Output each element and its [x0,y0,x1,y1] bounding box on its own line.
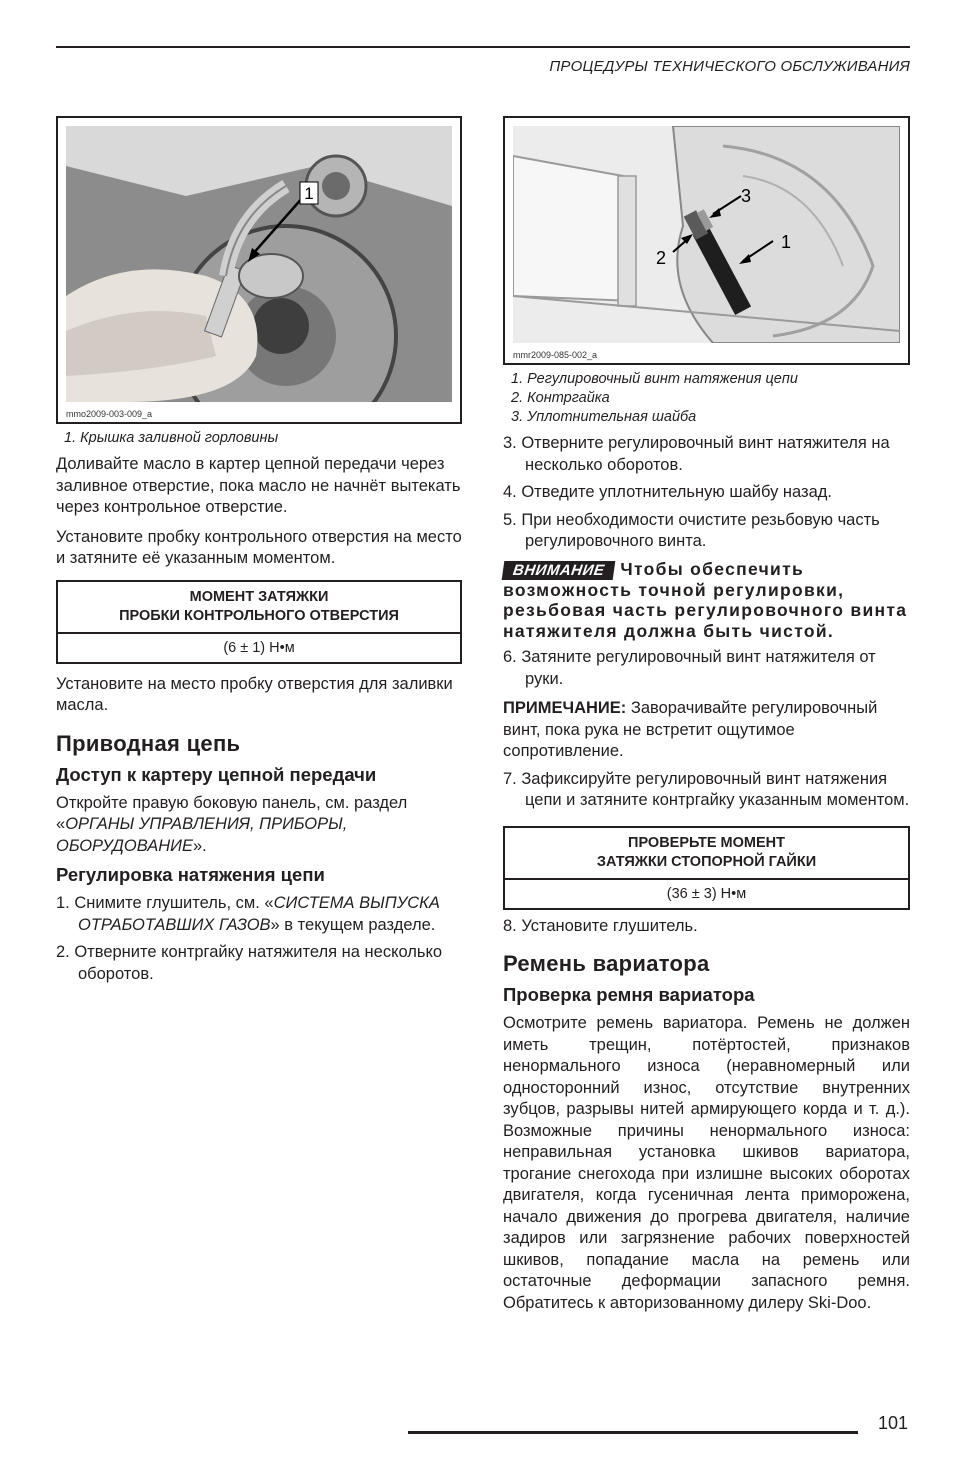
paragraph: Установите пробку контрольного отверстия на место и затяните её указанным моментом. [56,527,462,567]
figure-oil-cap [56,116,462,424]
caption-item: 1. Регулировочный винт натяжения цепи [511,371,798,387]
section-heading: Приводная цепь [56,730,241,756]
svg-text:1: 1 [781,232,792,252]
header-rule [56,46,910,48]
list-item: 4. Отведите уплотнительную шайбу назад. [503,483,832,501]
cross-reference: ОРГАНЫ УПРАВЛЕНИЯ, ПРИБОРЫ, ОБОРУДОВАНИЕ [56,815,348,855]
torque-table [503,826,910,910]
tensioner-photo [513,126,900,343]
torque-value: (36 ± 3) Н•м [666,885,747,902]
subsection-heading: Доступ к картеру цепной передачи [56,763,377,785]
svg-text:3: 3 [741,186,752,206]
right-column [503,116,910,1314]
text: » в текущем разделе. [270,915,436,934]
text: 1. Снимите глушитель, см. « [56,894,274,912]
paragraph: Доливайте масло в картер цепной передачи через заливное отверстие, пока масло не начнёт вытекать через контрольное отверстие. [56,455,461,516]
figure-chain-tensioner [503,116,910,365]
note-label: ПРИМЕЧАНИЕ: [503,699,627,717]
torque-header-line: ПРОВЕРЬТЕ МОМЕНТ [628,834,785,851]
note [503,698,910,763]
caption-item: 3. Уплотнительная шайба [511,409,697,425]
figure-caption [64,429,462,448]
list-item: 5. При необходимости очистите резьбовую часть регулировочного винта. [503,510,880,550]
warning-block [503,559,910,642]
page-number: 101 [878,1413,909,1433]
figure-caption [511,370,910,427]
list-item: 8. Установите глушитель. [503,916,698,935]
svg-text:2: 2 [656,248,667,268]
list-item: 3. Отверните регулировочный винт натяжителя на несколько оборотов. [503,434,890,474]
warning-text: Чтобы обеспечить возможность точной регулировки, резьбовая часть регулировочного винта натяжителя должна быть чистой. [503,558,908,641]
torque-table [56,580,462,664]
torque-header-line: ПРОБКИ КОНТРОЛЬНОГО ОТВЕРСТИЯ [119,607,399,624]
text: ». [192,836,207,855]
subsection-heading: Проверка ремня вариатора [503,984,755,1005]
steps-list [503,647,910,690]
list-item: 6. Затяните регулировочный винт натяжителя от руки. [503,648,876,688]
steps-list [56,893,462,985]
list-item: 7. Зафиксируйте регулировочный винт натяжения цепи и затяните контргайку указанным моментом. [503,769,910,809]
oil-cap-photo [66,126,452,402]
figure-code: mmr2009-085-002_a [513,350,598,360]
torque-header [505,828,908,880]
warning-badge: ВНИМАНИЕ [502,561,616,580]
cross-reference: СИСТЕМА ВЫПУСКА ОТРАБОТАВШИХ ГАЗОВ [78,894,440,934]
note-text: Заворачивайте регулировочный винт, пока рука не встретит ощутимое сопротивление. [503,699,878,760]
text: Откройте правую боковую панель, см. раздел « [56,793,408,833]
section-heading: Ремень вариатора [503,951,710,976]
paragraph: Установите на место пробку отверстия для заливки масла. [56,674,453,714]
caption-item: 2. Контргайка [511,390,610,406]
footer-rule [408,1431,858,1434]
subsection-heading: Регулировка натяжения цепи [56,864,325,885]
list-item: 2. Отверните контргайку натяжителя на несколько оборотов. [56,943,443,983]
steps-list [503,916,910,938]
steps-list [503,769,910,812]
svg-text:1: 1 [304,184,314,203]
torque-header [58,582,460,634]
figure-code: mmo2009-003-009_a [66,409,153,419]
caption-item: 1. Крышка заливной горловины [64,430,279,446]
list-item [56,893,462,936]
torque-header-line: МОМЕНТ ЗАТЯЖКИ [189,588,329,605]
page-header: ПРОЦЕДУРЫ ТЕХНИЧЕСКОГО ОБСЛУЖИВАНИЯ [549,58,910,75]
torque-value: (6 ± 1) Н•м [223,639,295,656]
paragraph: Осмотрите ремень вариатора. Ремень не должен иметь трещин, потёртостей, признаков ненормального износа (неравномерный или односторонний износ, отсутствие внутренних зубцов, разрывы нитей армирующего корда и т. д.). Возможные причины ненормального износа: неправильная установка шкивов вариатора, трогание снегохода при излишне высоких оборотах двигателя, когда гусеничная лента приморожена, начало движения до прогрева двигателя, наличие задиров или загрязнение рабочих поверхностей шкивов, попадание масла на ремень или остаточные деформации запасного ремня. Обратитесь к авторизованному дилеру Ski-Doo. [503,1014,910,1312]
paragraph [56,793,462,858]
left-column [56,116,462,985]
torque-header-line: ЗАТЯЖКИ СТОПОРНОЙ ГАЙКИ [596,853,817,870]
steps-list [503,433,910,553]
